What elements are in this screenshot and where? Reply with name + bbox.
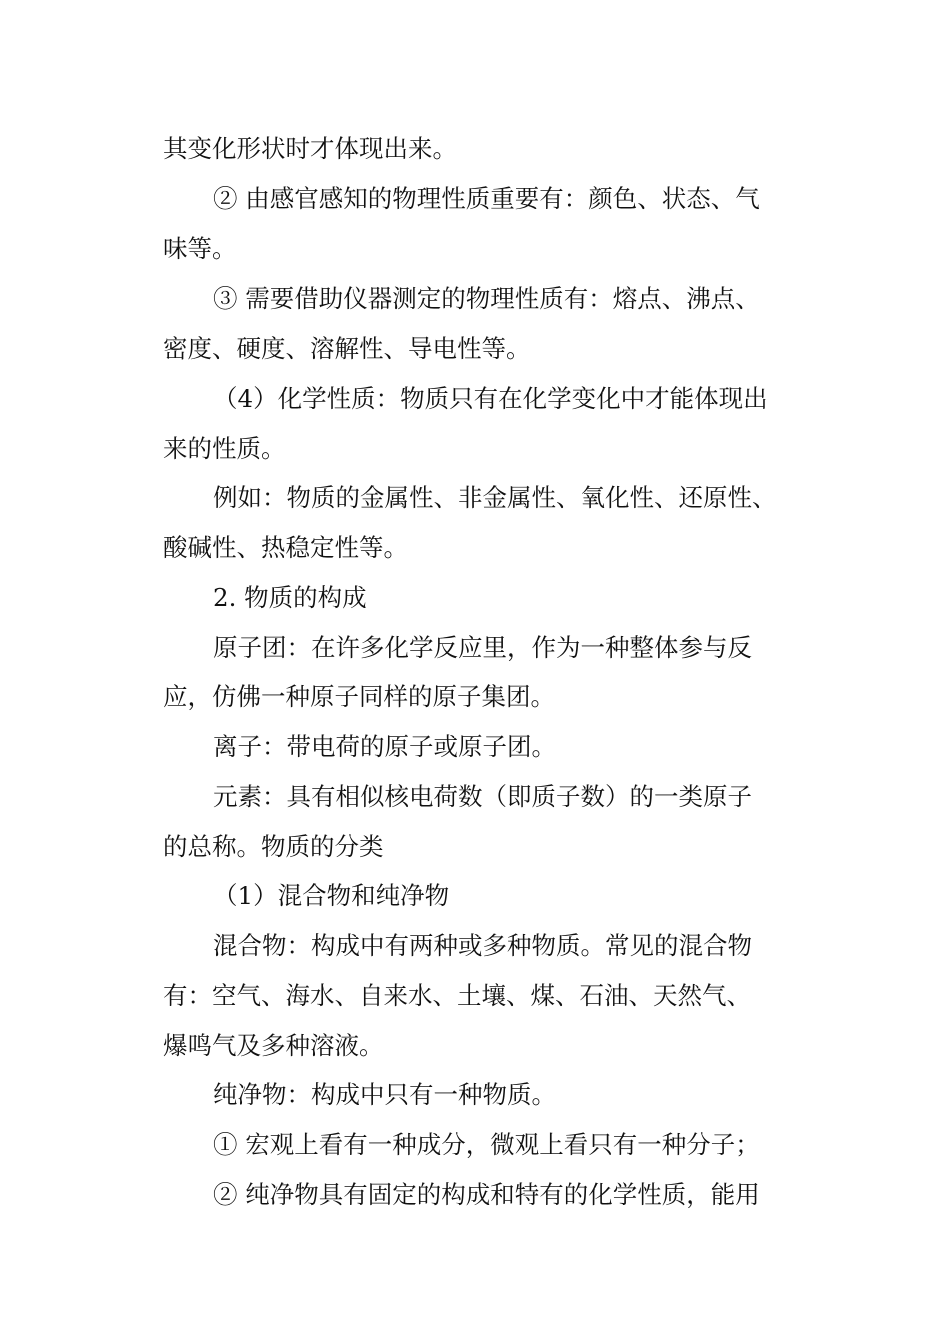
text-line: ② 由感官感知的物理性质重要有：颜色、状态、气 [213, 184, 760, 213]
text-line: ② 纯净物具有固定的构成和特有的化学性质，能用 [213, 1180, 760, 1209]
text-line: 其变化形状时才体现出来。 [163, 134, 457, 163]
text-line: 例如：物质的金属性、非金属性、氧化性、还原性、 [213, 483, 777, 512]
text-line: 爆鸣气及多种溶液。 [163, 1031, 384, 1060]
text-line: 的总称。物质的分类 [163, 832, 384, 861]
text-line: ① 宏观上看有一种成分，微观上看只有一种分子； [213, 1130, 760, 1159]
text-line: 离子：带电荷的原子或原子团。 [213, 732, 556, 761]
text-line: 味等。 [163, 234, 237, 263]
text-line: 混合物：构成中有两种或多种物质。常见的混合物 [213, 931, 752, 960]
text-line: 原子团：在许多化学反应里，作为一种整体参与反 [213, 633, 752, 662]
text-line: 纯净物：构成中只有一种物质。 [213, 1080, 556, 1109]
text-line: 密度、硬度、溶解性、导电性等。 [163, 334, 531, 363]
text-line: ③ 需要借助仪器测定的物理性质有：熔点、沸点、 [213, 284, 760, 313]
text-line: 元素：具有相似核电荷数（即质子数）的一类原子 [213, 782, 752, 811]
section-heading: 2. 物质的构成 [213, 583, 367, 612]
text-line: 有：空气、海水、自来水、土壤、煤、石油、天然气、 [163, 981, 751, 1010]
text-line: 酸碱性、热稳定性等。 [163, 533, 408, 562]
text-line: 来的性质。 [163, 434, 286, 463]
subsection-heading: （1）混合物和纯净物 [213, 881, 450, 910]
text-line: 应，仿佛一种原子同样的原子集团。 [163, 682, 555, 711]
text-line: （4）化学性质：物质只有在化学变化中才能体现出 [213, 384, 768, 413]
